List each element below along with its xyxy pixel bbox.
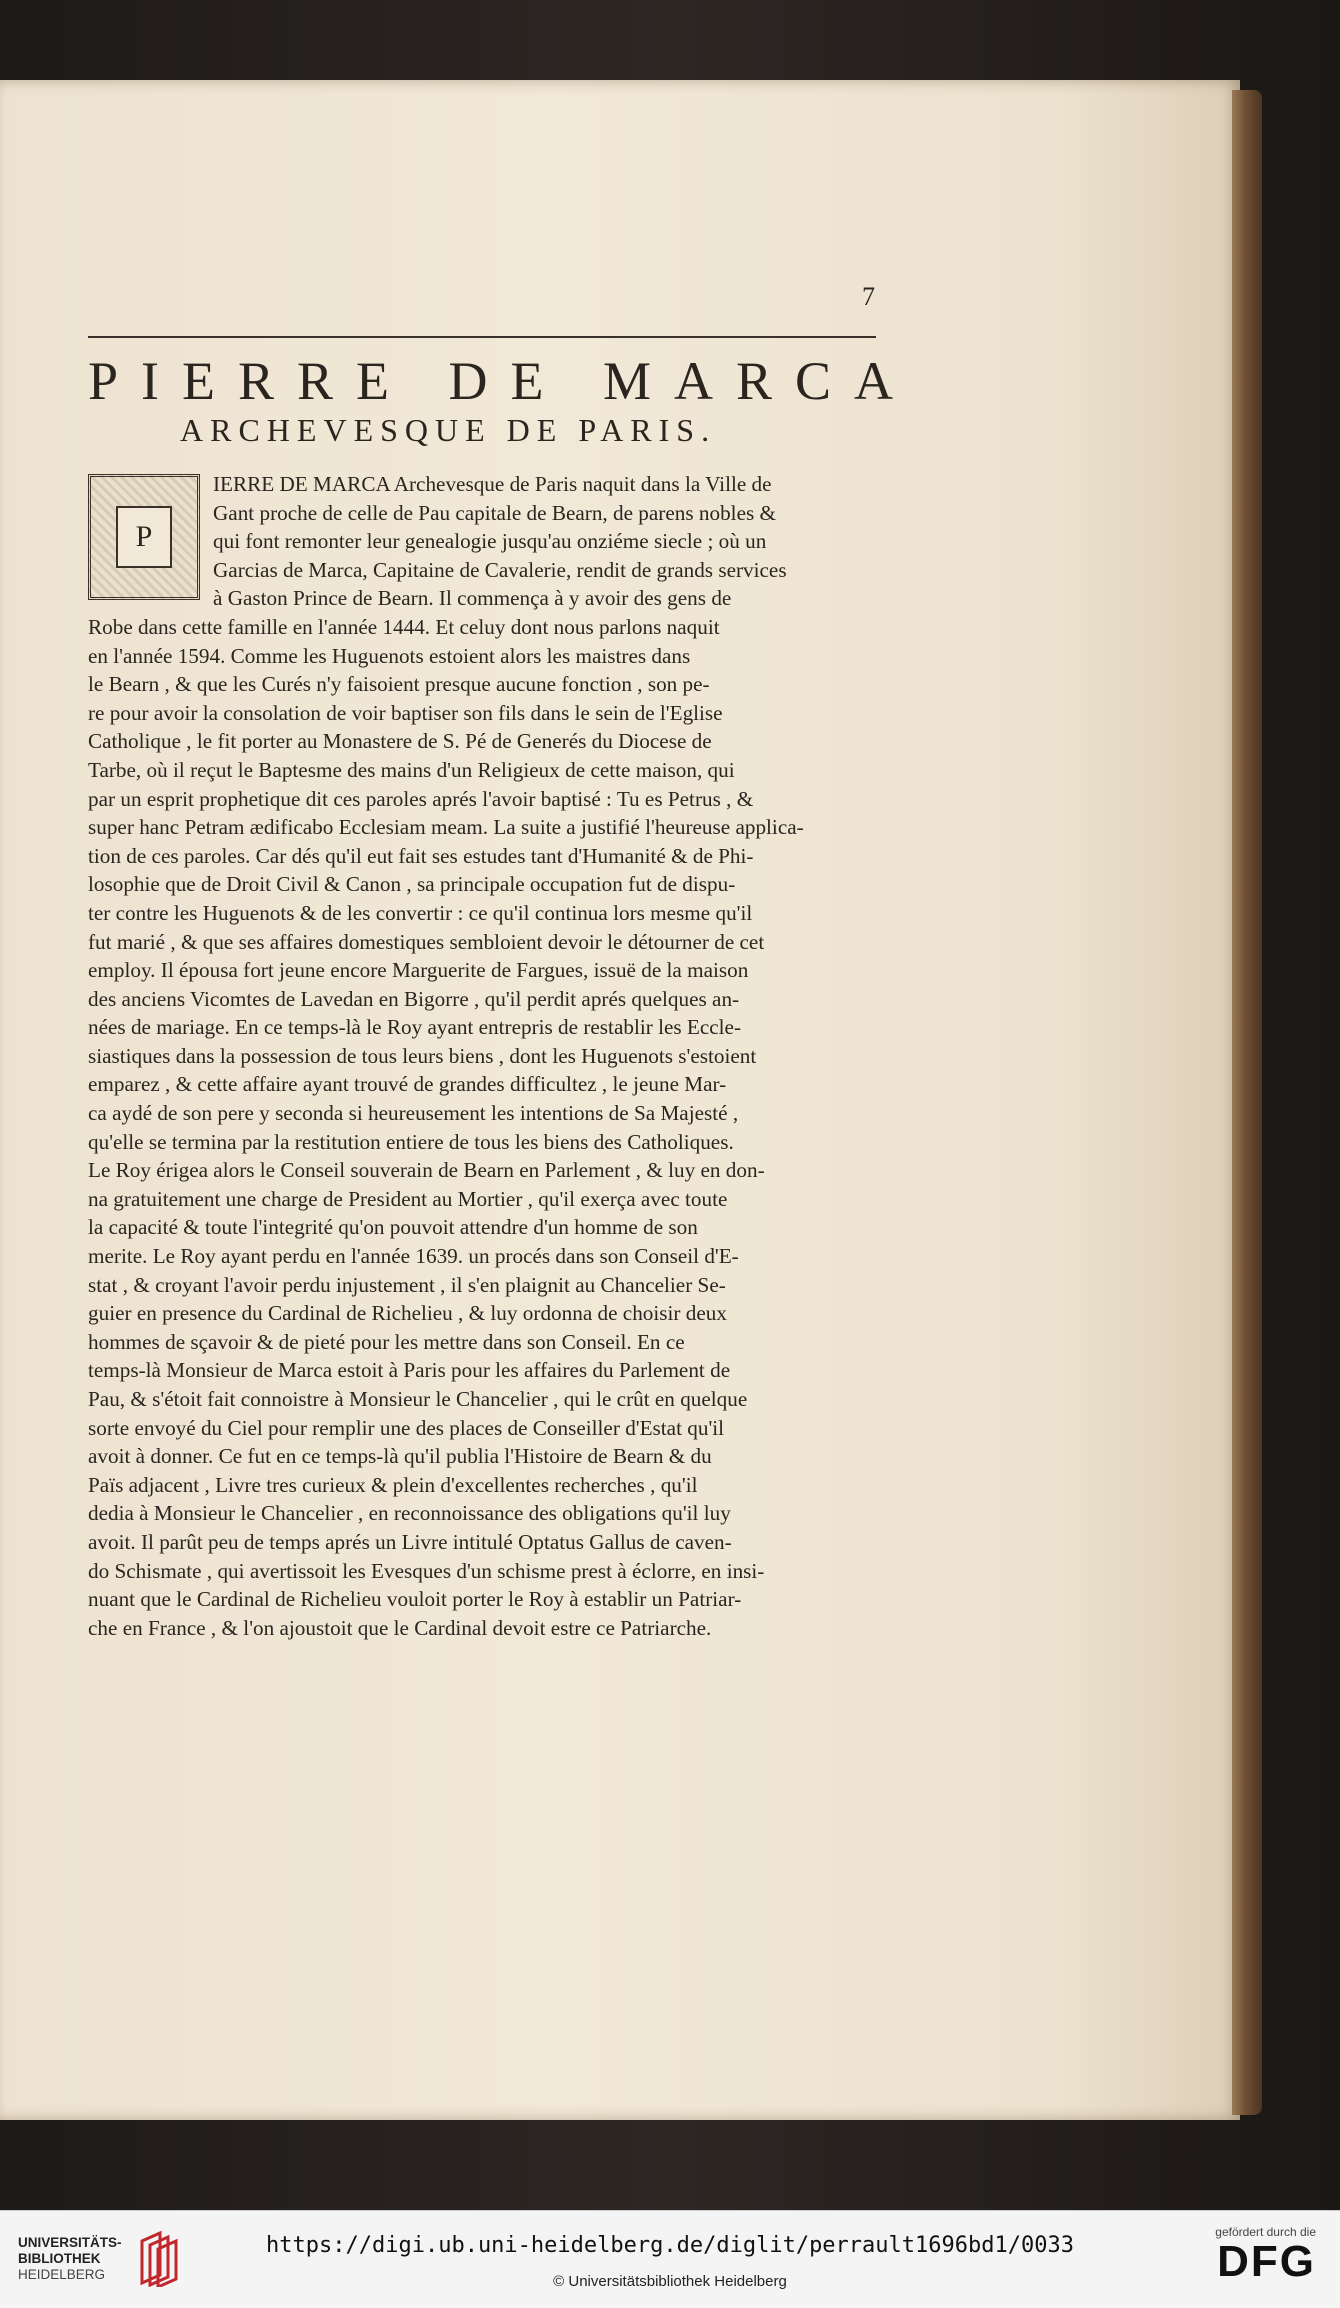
text-line: Robe dans cette famille en l'année 1444. Et celuy dont nous parlons naquit [88,614,720,639]
text-line: che en France , & l'on ajoustoit que le Cardinal devoit estre ce Patriarche. [88,1615,712,1640]
text-line: Catholique , le fit porter au Monastere de S. Pé de Generés du Diocese de [88,729,712,754]
text-line: Tarbe, où il reçut le Baptesme des mains d'un Religieux de cette maison, qui [88,757,735,782]
funding-badge[interactable] [1215,2225,1316,2285]
initial-letter: P [116,506,172,568]
text-line: sorte envoyé du Ciel pour remplir une des places de Conseiller d'Estat qu'il [88,1415,725,1440]
text-line: losophie que de Droit Civil & Canon , sa principale occupation fut de dispu- [88,872,736,897]
text-line: dedia à Monsieur le Chancelier , en reconnoissance des obligations qu'il luy [88,1501,731,1526]
header-rule [88,336,876,338]
text-line: la capacité & toute l'integrité qu'on pouvoit attendre d'un homme de son [88,1215,698,1240]
body-text [88,470,876,1642]
text-line: hommes de sçavoir & de pieté pour les mettre dans son Conseil. En ce [88,1329,685,1354]
text-line: des anciens Vicomtes de Lavedan en Bigorre , qu'il perdit aprés quelques an- [88,986,740,1011]
text-line: employ. Il épousa fort jeune encore Marguerite de Fargues, issuë de la maison [88,958,749,983]
page-subtitle: ARCHEVESQUE DE PARIS. [180,412,717,448]
page-edge [1232,90,1262,2115]
text-line: Gant proche de celle de Pau capitale de Bearn, de parens nobles & [213,500,776,525]
text-line: le Bearn , & que les Curés n'y faisoient presque aucune fonction , son pe- [88,672,710,697]
text-line: par un esprit prophetique dit ces paroles aprés l'avoir baptisé : Tu es Petrus , & [88,786,754,811]
text-line: ca aydé de son pere y seconda si heureusement les intentions de Sa Majesté , [88,1101,739,1126]
text-line: avoit. Il parût peu de temps aprés un Livre intitulé Optatus Gallus de caven- [88,1529,732,1554]
copyright-notice: © Universitätsbibliothek Heidelberg [553,2273,787,2290]
text-line: do Schismate , qui avertissoit les Evesques d'un schisme prest à éclorre, en insi- [88,1558,765,1583]
text-line: Le Roy érigea alors le Conseil souverain de Bearn en Parlement , & luy en don- [88,1158,765,1183]
text-line: temps-là Monsieur de Marca estoit à Paris pour les affaires du Parlement de [88,1358,731,1383]
text-line: nées de mariage. En ce temps-là le Roy ayant entrepris de restablir les Eccle- [88,1015,741,1040]
text-line: na gratuitement une charge de President au Mortier , qu'il exerça avec toute [88,1186,728,1211]
text-line: qu'elle se termina par la restitution entiere de tous les biens des Catholiques. [88,1129,734,1154]
text-line: emparez , & cette affaire ayant trouvé de grandes difficultez , le jeune Mar- [88,1072,727,1097]
text-line: guier en presence du Cardinal de Richelieu , & luy ordonna de choisir deux [88,1301,727,1326]
text-line: avoit à donner. Ce fut en ce temps-là qu'il publia l'Histoire de Bearn & du [88,1444,712,1469]
text-line: stat , & croyant l'avoir perdu injustement , il s'en plaignit au Chancelier Se- [88,1272,726,1297]
funding-label: gefördert durch die [1215,2225,1316,2239]
text-line: Garcias de Marca, Capitaine de Cavalerie, rendit de grands services [213,557,787,582]
text-line: ter contre les Huguenots & de les convertir : ce qu'il continua lors mesme qu'il [88,900,753,925]
text-line: IERRE DE MARCA Archevesque de Paris naquit dans la Ville de [213,472,772,496]
text-line: merite. Le Roy ayant perdu en l'année 1639. un procés dans son Conseil d'E- [88,1244,739,1269]
library-name-line1: UNIVERSITÄTS- [18,2235,122,2250]
text-line: tion de ces paroles. Car dés qu'il eut fait ses estudes tant d'Humanité & de Phi- [88,843,754,868]
text-line: en l'année 1594. Comme les Huguenots estoient alors les maistres dans [88,643,691,668]
text-line: à Gaston Prince de Bearn. Il commença à y avoir des gens de [213,586,732,611]
text-line: super hanc Petram ædificabo Ecclesiam meam. La suite a justifié l'heureuse applica- [88,815,804,840]
text-line: Païs adjacent , Livre tres curieux & plein d'excellentes recherches , qu'il [88,1472,698,1497]
page-number: 7 [862,282,875,311]
text-line: qui font remonter leur genealogie jusqu'au onziéme siecle ; où un [213,529,767,554]
page-title: PIERRE DE MARCA [88,351,917,411]
viewer-footer [0,2210,1340,2308]
permalink-url[interactable]: https://digi.ub.uni-heidelberg.de/diglit/perrault1696bd1/0033 [266,2233,1074,2258]
text-line: Pau, & s'étoit fait connoistre à Monsieur le Chancelier , qui le crût en quelque [88,1387,748,1411]
text-line: siastiques dans la possession de tous leurs biens , dont les Huguenots s'estoient [88,1043,757,1068]
library-name-line2: BIBLIOTHEK [18,2251,101,2266]
text-line: nuant que le Cardinal de Richelieu vouloit porter le Roy à establir un Patriar- [88,1587,742,1612]
library-name-line3: HEIDELBERG [18,2267,106,2282]
text-line: re pour avoir la consolation de voir baptiser son fils dans le sein de l'Eglise [88,700,723,725]
text-line: fut marié , & que ses affaires domestiques sembloient devoir le détourner de cet [88,929,765,954]
dfg-logo: DFG [1217,2237,1316,2286]
